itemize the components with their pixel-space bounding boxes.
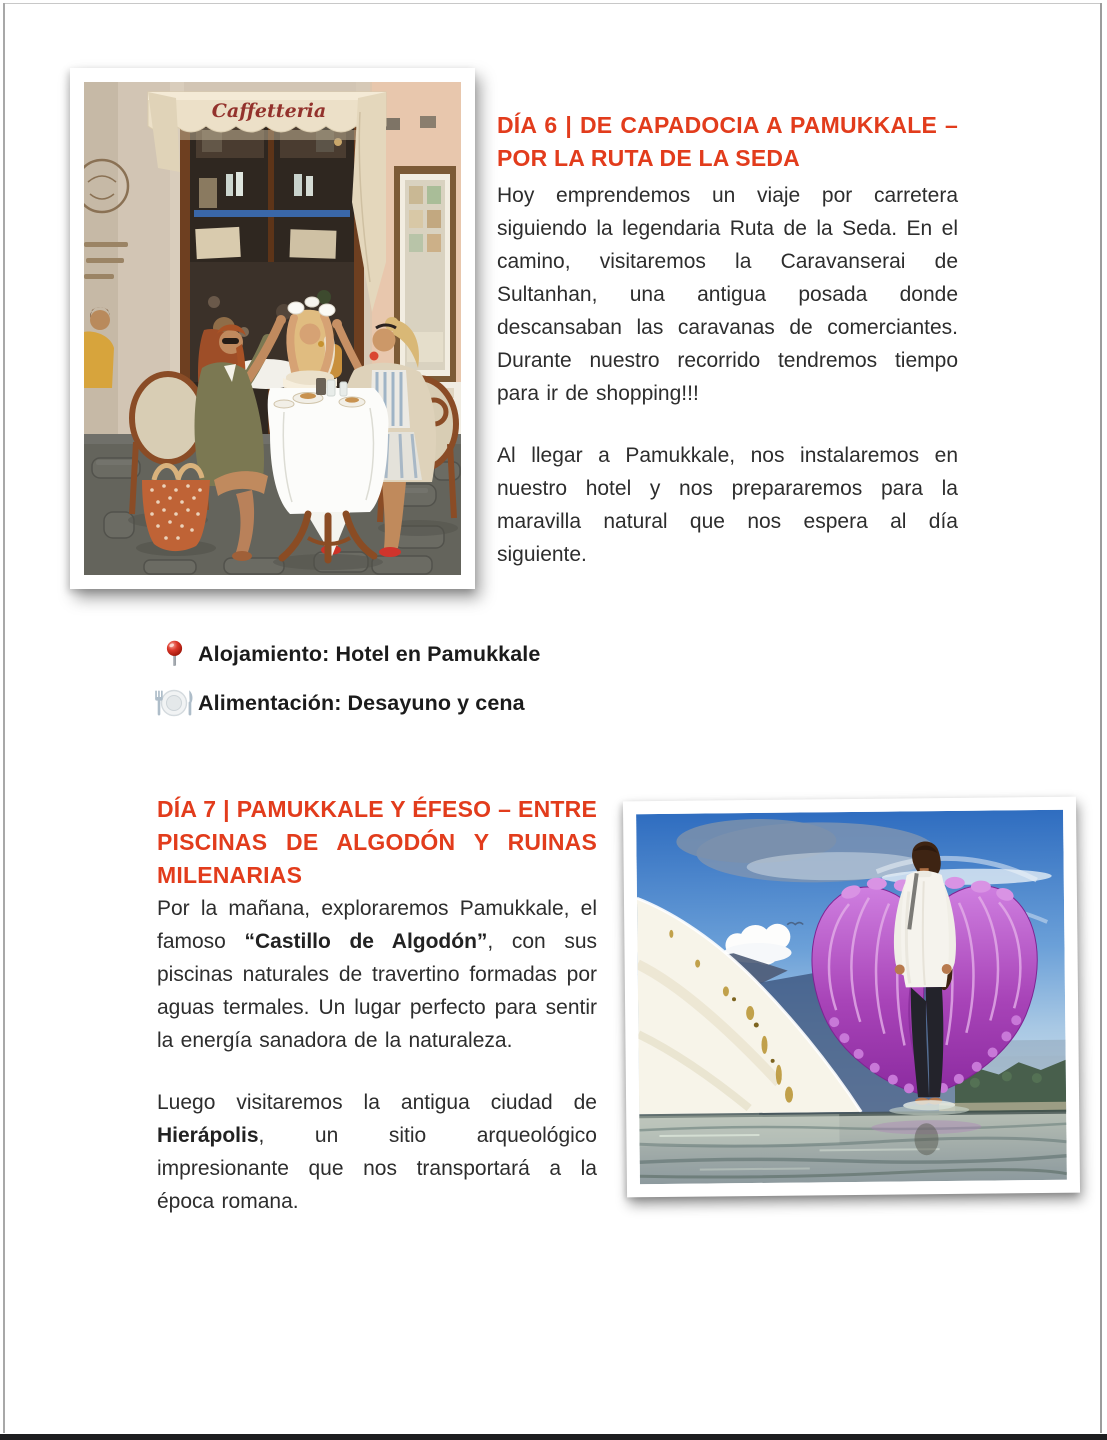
- page-top-edge: [3, 3, 1100, 4]
- page-right-edge: [1100, 3, 1102, 1433]
- day6-title-line2: POR LA RUTA DE LA SEDA: [497, 145, 800, 171]
- wings-photo-illustration: [636, 810, 1067, 1184]
- para-segment: , con sus piscinas naturales de travertino formadas por aguas termales. Un lugar perfecto para sentir la energía sanadora de la naturaleza.: [157, 930, 598, 1052]
- day6-paragraph-2: Al llegar a Pamukkale, nos instalaremos en nuestro hotel y nos prepararemos para la maravilla natural que nos espera al día siguiente.: [497, 444, 958, 566]
- para-segment: , un sitio arqueológico impresionante que nos transportará a la época romana.: [157, 1124, 597, 1213]
- dining-icon: [150, 689, 198, 717]
- para-segment-bold: “Castillo de Algodón”: [244, 930, 488, 953]
- day7-title: [157, 793, 597, 892]
- day7-title-line1: DÍA 7 | PAMUKKALE Y ÉFESO – ENTRE: [157, 796, 597, 822]
- day7-title-line2: PISCINAS DE ALGODÓN Y RUINAS: [157, 829, 597, 855]
- day6-title-line1: DÍA 6 | DE CAPADOCIA A PAMUKKALE –: [497, 112, 958, 138]
- accommodation-row: [150, 637, 540, 671]
- accommodation-label: Alojamiento: Hotel en Pamukkale: [198, 641, 541, 666]
- pamukkale-wings-photo: [623, 797, 1080, 1198]
- location-pin-icon: [150, 640, 198, 669]
- day7-paragraph-2: [157, 1086, 597, 1218]
- day6-title: [497, 109, 958, 175]
- trip-info-block: [150, 637, 540, 735]
- para-segment-bold: Hierápolis: [157, 1124, 259, 1147]
- meals-row: [150, 686, 540, 720]
- day7-paragraph-1: [157, 892, 597, 1057]
- cafe-photo: [70, 68, 475, 589]
- water: [639, 1110, 1067, 1184]
- para-segment: Luego visitaremos la antigua ciudad de: [157, 1091, 597, 1114]
- page-bottom-edge: [0, 1434, 1107, 1440]
- cafe-photo-illustration: [84, 82, 461, 575]
- para-segment: Por la mañana, exploraremos Pamukkale, el famoso: [157, 897, 597, 953]
- day6-section: [497, 109, 958, 571]
- day7-title-line3: MILENARIAS: [157, 862, 303, 888]
- meals-label: Alimentación: Desayuno y cena: [198, 690, 525, 715]
- awning-text: Caffetteria: [211, 100, 327, 122]
- page-left-edge: [3, 3, 5, 1433]
- day7-section: [157, 793, 597, 1218]
- day6-paragraph-1: Hoy emprendemos un viaje por carretera siguiendo la legendaria Ruta de la Seda. En el camino, visitaremos la Caravanserai de Sultanhan, una antigua posada donde descansaban las caravanas de comerciantes. Durante nuestro recorrido tendremos tiempo para ir de shopping!!!: [497, 184, 958, 405]
